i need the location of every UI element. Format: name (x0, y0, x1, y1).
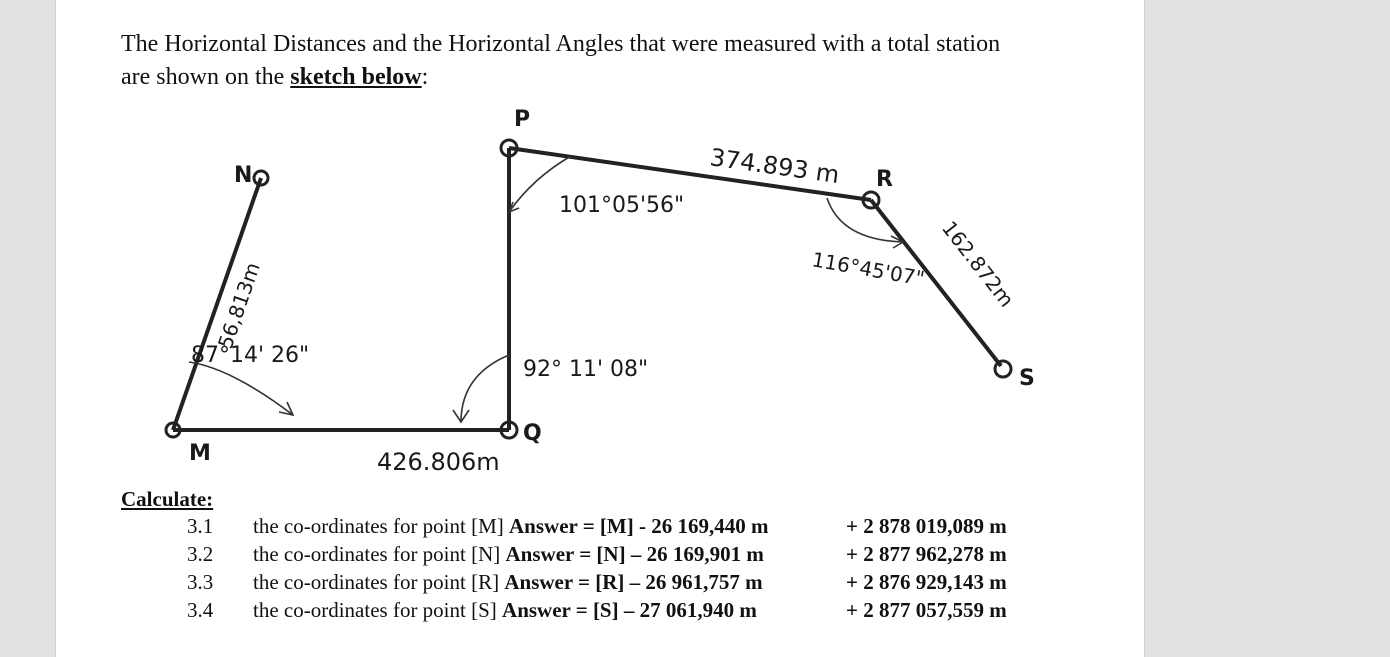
distance-m-q: 426.806m (377, 448, 500, 476)
distance-p-r: 374.893 m (708, 143, 842, 190)
label-q: Q (523, 421, 542, 446)
label-s: S (1019, 366, 1035, 391)
angle-r-value: 116°45'07" (810, 247, 927, 291)
angle-m-value: 87°14' 26" (191, 343, 310, 368)
item-text: the co-ordinates for point [N] (253, 542, 506, 566)
item-y-value: + 2 877 962,278 m (846, 542, 1007, 566)
item-number: 3.4 (187, 598, 214, 622)
item-number: 3.1 (187, 514, 214, 538)
intro-line-1: The Horizontal Distances and the Horizontal Angles that were measured with a total station (121, 31, 1001, 57)
label-m: M (189, 441, 211, 466)
distance-r-s: 162.872m (937, 216, 1019, 312)
item-description (253, 542, 764, 567)
label-r: R (876, 167, 893, 192)
angle-p-value: 101°05'56" (559, 193, 685, 218)
intro-line-2-prefix: are shown on the (121, 64, 291, 90)
distance-m-n: 56,813m (213, 259, 265, 352)
item-text: the co-ordinates for point [R] (253, 570, 505, 594)
item-number: 3.2 (187, 542, 214, 566)
document-page (55, 0, 1145, 657)
sketch-below-text: sketch below (290, 64, 422, 90)
item-description (253, 514, 768, 539)
item-description (253, 598, 757, 623)
item-description (253, 570, 763, 595)
angle-arc-m (189, 362, 293, 415)
label-p: P (514, 107, 531, 132)
item-y-value: + 2 876 929,143 m (846, 570, 1007, 594)
item-text: the co-ordinates for point [S] (253, 598, 503, 622)
intro-line-2-suffix: : (421, 64, 429, 90)
item-answer: Answer = [R] – 26 961,757 m (504, 570, 763, 594)
calculate-heading: Calculate: (121, 487, 214, 511)
item-number: 3.3 (187, 570, 214, 594)
item-y-value: + 2 878 019,089 m (846, 514, 1007, 538)
item-y-value: + 2 877 057,559 m (846, 598, 1007, 622)
traverse-sketch (151, 100, 1051, 485)
item-answer: Answer = [N] – 26 169,901 m (505, 542, 764, 566)
label-n: N (234, 163, 253, 188)
item-answer: Answer = [M] - 26 169,440 m (509, 514, 769, 538)
intro-paragraph (121, 28, 1081, 94)
item-answer: Answer = [S] – 27 061,940 m (502, 598, 757, 622)
item-text: the co-ordinates for point [M] (253, 514, 510, 538)
station-s-marker (995, 361, 1011, 377)
angle-q-value: 92° 11' 08" (523, 357, 649, 382)
